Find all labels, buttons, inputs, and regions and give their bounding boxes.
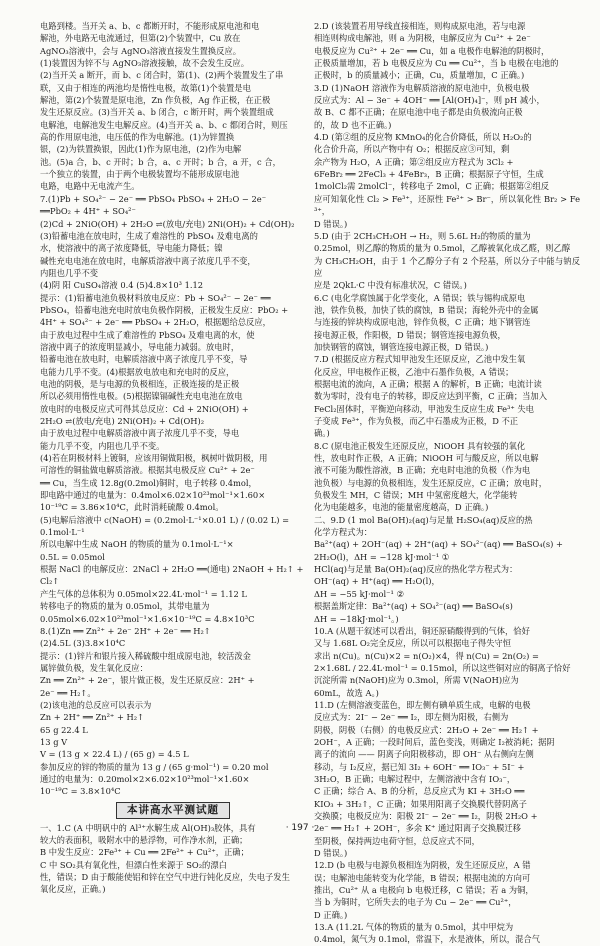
text-line: 13.A (11.2L 气体的物质的量为 0.5mol，其中甲烷为 bbox=[314, 922, 514, 933]
text-line: 0.05mol×6.02×10²³mol⁻¹×1.6×10⁻¹⁹C = 4.8×10³C bbox=[40, 613, 255, 624]
text-line: 1molCl₂需 2molCl⁻，转移电子 2mol，C 正确；根据第②组反 bbox=[314, 181, 550, 192]
text-line: 根据电流的流向，A 正确；根据 A 的解析，B 正确；电流计读 bbox=[314, 378, 542, 389]
text-line: 解池，第(2)个装置是原电池，Zn 作负极，Ag 作正极，在正极 bbox=[40, 95, 271, 106]
text-line: 可溶性的铜盐做电解质溶液。根据其电极反应 Cu²⁺ + 2e⁻ bbox=[40, 465, 255, 476]
text-line: 余产物为 H₂O，A 正确；第②组反应方程式为 3Cl₂ + bbox=[314, 156, 514, 167]
text-line: 化合价升高，所以产物中有 O₂；根据反应③可知，剩 bbox=[314, 144, 510, 155]
text-line: D 错误。) bbox=[314, 218, 348, 229]
text-line: 2.D (该装置若用导线直接相连，则构成原电池，若与电源 bbox=[314, 21, 526, 31]
text-line: 0.25mol，则乙醇的物质的量为 0.5mol，乙醇被氧化成乙醛，则乙醇 bbox=[314, 243, 571, 254]
text-line: 沉淀所需 n(NaOH)应为 0.3mol，所需 V(NaOH)应为 bbox=[314, 675, 519, 686]
text-line: V = (13 g × 22.4 L) / (65 g) = 4.5 L bbox=[40, 749, 189, 760]
text-line: 应是 2QkL·C 中没有标准状况，C 错误。) bbox=[314, 280, 467, 291]
text-line: 至阴极，保持两边电荷守恒，总反应式不同， bbox=[314, 835, 480, 846]
right-column bbox=[314, 20, 580, 946]
text-line: 65 g 22.4 L bbox=[40, 724, 88, 735]
text-line: 子变成 Fe³⁺，作为负极，而乙中石墨成为正极，D 不正 bbox=[314, 416, 519, 426]
text-line: 接电源正极，作阳极，D 错误；钢管连接电源负极， bbox=[314, 329, 506, 340]
text-line: 根据盖斯定律：Ba²⁺(aq) + SO₄²⁻(aq) ══ BaSO₄(s) bbox=[314, 601, 513, 612]
text-line: 所以电解中生成 NaOH 的物质的量为 0.1mol·L⁻¹× bbox=[40, 539, 234, 550]
text-line: 与连接的锌块构成原电池，锌作负极，C 正确；地下钢管连 bbox=[314, 317, 531, 328]
text-line: 氧化反应，正确。) bbox=[40, 884, 106, 895]
text-line: 2e⁻ ══ H₂↑。 bbox=[40, 687, 96, 698]
text-line: 电能力几乎不变。(4)根据放电放电和充电时的反应， bbox=[40, 366, 235, 377]
text-line: 产生气体的总体积为 0.05mol×22.4L·mol⁻¹ = 1.12 L bbox=[40, 588, 247, 599]
text-line: 求出 n(Cu)。n(Cu)×2 = n(O₂)×4，得 n(Cu) = 2n(O₂) = bbox=[314, 650, 539, 661]
text-line: ΔH = −18kJ·mol⁻¹。) bbox=[314, 613, 399, 624]
text-line: 化学方程式为： bbox=[314, 527, 373, 538]
text-line: 放电时的电极反应式可得其总反应：Cd + 2NiO(OH) + bbox=[40, 403, 249, 414]
text-line: 0.4mol，氮气为 0.1mol，常温下，水是液体，所以，混合气 bbox=[314, 934, 540, 945]
text-line: 阴极，阴极（右侧）的电极反应式：2H₂O + 2e⁻ ══ H₂↑ + bbox=[314, 724, 539, 735]
text-line: 误；电解池电能转变为化学能，B 错误；根据电流的方向可 bbox=[314, 872, 531, 883]
text-line: 5.D (由于 2CH₃CH₂OH → H₂，则 5.6L H₂的物质的量为 bbox=[314, 230, 531, 241]
text-line: 参加反应的锌的物质的量为 13 g / (65 g·mol⁻¹) = 0.20 mol bbox=[40, 761, 269, 772]
text-line: 即电路中通过的电量为：0.4mol×6.02×10²³mol⁻¹×1.60× bbox=[40, 490, 266, 501]
text-line: 转移电子的物质的量为 0.05mol，其带电量为 bbox=[40, 601, 210, 612]
text-line: 根据 NaCl 的电解反应：2NaCl + 2H₂O ══(通电) 2NaOH + H₂↑ + bbox=[40, 564, 304, 575]
text-line: FeCl₂固体时，平衡逆向移动，甲池发生反应生成 Fe³⁺ 失电 bbox=[314, 403, 534, 414]
text-line: 0.1mol·L⁻¹ bbox=[40, 527, 85, 538]
text-line: 电路到楼。当开关 a、b、c 都断开时，不能形成原电池和电 bbox=[40, 21, 260, 31]
text-line: (2)该电池的总反应可以表示为 bbox=[40, 699, 152, 710]
text-line: (2)Cd + 2NiO(OH) + 2H₂O ⇌(放电/充电) 2Ni(OH)₂ + Cd(OH)₂ bbox=[40, 218, 295, 229]
text-line: 确。) bbox=[314, 428, 330, 439]
text-line: 10⁻¹⁹C = 3.86×10⁴C，此时消耗硫酸 0.4mol。 bbox=[40, 502, 224, 513]
text-line: 化为电能越多，电池的能量密度越高，D 正确。) bbox=[314, 502, 489, 513]
text-line: 故 B、C 都不正确；在原电池中电子都是由负极流向正极 bbox=[314, 107, 523, 118]
text-line: 离子的流向 —— 阴离子向阳极移动，即 OH⁻ 从右侧向左侧 bbox=[314, 749, 534, 760]
text-line: 由于放电过程中生成了难溶性的 PbSO₄ 及难电离的水，使 bbox=[40, 329, 255, 340]
text-line: 正极时，b 的质量减小；正确，Cu，质量增加，C 正确。) bbox=[314, 70, 525, 81]
page-number: · 197 · bbox=[285, 823, 315, 833]
text-line: (3)铅蓄电池在放电时，生成了难溶性的 PbSO₄ 及难电离的 bbox=[40, 230, 258, 241]
text-line: 数为零时，没有电子的转移，即反应达到平衡，C 正确；当加入 bbox=[314, 391, 548, 402]
text-line: (5)电解后溶液中 c(NaOH) = (0.2mol·L⁻¹×0.01 L) / (0.02 L) = bbox=[40, 514, 290, 525]
text-line: 移动，与 I₂反应，据已知 3I₂ + 6OH⁻ ══ IO₃⁻ + 5I⁻ + bbox=[314, 761, 525, 772]
text-line: 属锌做负极，发生氧化反应： bbox=[40, 662, 148, 673]
text-line: 6FeBr₂ ══ 2FeCl₃ + 4FeBr₃，B 正确；根据原子守恒，生成 bbox=[314, 169, 544, 180]
text-line: 碱性充电电池在放电时，电解质溶液中离子浓度几乎不变， bbox=[40, 255, 256, 266]
text-line: 2e⁻ ══ H₂↑ + 2OH⁻，多余 K⁺ 通过阳离子交换膜迁移 bbox=[314, 823, 521, 834]
text-line: (4)阴 阳 CuSO₄溶液 0.4 (5)4.8×10³ 1.12 bbox=[40, 280, 204, 291]
text-line: 当 b 为铜时，它所失去的电子为 Cu − 2e⁻ ══ Cu²⁺， bbox=[314, 897, 517, 908]
text-line: 7.(1)Pb + SO₄²⁻ − 2e⁻ ══ PbSO₄ PbSO₄ + 2H₂O − 2e⁻ bbox=[40, 193, 267, 204]
text-line: 0.5L = 0.05mol bbox=[40, 551, 105, 562]
text-line: 通过的电量为：0.20mol×2×6.02×10²³mol⁻¹×1.60× bbox=[40, 773, 250, 784]
text-line: 电池的阴极，是与电源的负极相连，正极连接的是正极 bbox=[40, 378, 240, 389]
text-line: 应可知氧化性 Cl₂ > Fe³⁺，还原性 Fe²⁺ > Br⁻，所以氧化性 Br₂ > Fe³⁺， bbox=[314, 193, 580, 217]
text-line: 4H⁺ + SO₄²⁻ + 2e⁻ ══ PbSO₄ + 2H₂O，根据题给总反应， bbox=[40, 317, 271, 328]
text-line: (1)装置因为锌不与 AgNO₃溶液接触，故不会发生反应。 bbox=[40, 58, 250, 69]
text-line: 内阻也几乎不变 bbox=[40, 267, 99, 278]
text-line: 的，故 D 也不正确。) bbox=[314, 119, 392, 130]
text-line: 反应式为：Al − 3e⁻ + 4OH⁻ ══ [Al(OH)₄]⁻，则 pH 减小， bbox=[314, 95, 545, 106]
text-line: 所以必须用惰性电极。(5)根据镍镉碱性充电电池在放电 bbox=[40, 391, 243, 402]
text-line: 反应式为：2I⁻ − 2e⁻ ══ I₂，即左侧为阳极，右侧为 bbox=[314, 712, 509, 723]
left-answer-text bbox=[40, 20, 306, 798]
text-line: 液不可能为酸性溶液，B 正确；充电时电池的负极（作为电 bbox=[314, 465, 531, 476]
text-line: KIO₃ + 3H₂↑，C 正确；如果用阳离子交换膜代替阴离子 bbox=[314, 798, 527, 809]
text-line: (2)4.5L (3)3.8×10⁴C bbox=[40, 638, 126, 649]
text-line: 铅蓄电池在放电时，电解质溶液中离子浓度几乎不变，导 bbox=[40, 354, 248, 365]
text-line: Ba²⁺(aq) + 2OH⁻(aq) + 2H⁺(aq) + SO₄²⁻(aq) ══ BaSO₄(s) + bbox=[314, 539, 563, 550]
text-line: OH⁻(aq) + H⁺(aq) ══ H₂O(l)， bbox=[314, 576, 440, 587]
text-line: 池负极）与电源的负极相连，发生还原反应，C 正确；放电时， bbox=[314, 477, 548, 488]
text-line: 能力几乎不变，内阻也几乎不变。 bbox=[40, 440, 165, 451]
text-line: 一、1.C (A 中明矾中的 Al³⁺水解生成 Al(OH)₃胶体，具有 bbox=[40, 822, 256, 833]
text-line: 一个独立的装置，由于两个电极装置均不能形成原电池 bbox=[40, 169, 240, 180]
text-line: 性，放电时作正极，A 正确；NiOOH 可与酸反应，所以电解 bbox=[314, 453, 539, 464]
text-line: Cl₂↑ bbox=[40, 576, 60, 587]
text-line: 8.(1)Zn ══ Zn²⁺ + 2e⁻ 2H⁺ + 2e⁻ ══ H₂↑ bbox=[40, 625, 211, 636]
left-column bbox=[40, 20, 306, 896]
text-line: 2OH⁻，A 正确；一段时间后，蓝色变浅，则确定 I₂被消耗；据阴 bbox=[314, 736, 555, 747]
text-line: 水，使溶液中的离子浓度降低，导电能力降低；镍 bbox=[40, 243, 223, 254]
text-line: 6.C (电化学腐蚀属于化学变化，A 错误；铁与锡构成原电 bbox=[314, 292, 526, 303]
text-line: 正极质量增加，若 b 电极反应为 Cu ══ Cu²⁺，当 b 电极在电池的 bbox=[314, 58, 559, 69]
text-line: 负极发生 MH，C 错误；MH 中氢密度越大，化学能转 bbox=[314, 490, 518, 501]
text-line: D 错误。) bbox=[314, 848, 348, 859]
text-line: 4.D (第②组的反应物 KMnO₄的化合价降低，所以 H₂O₂的 bbox=[314, 132, 532, 143]
text-line: 化反应，甲电极作正极，乙池中石墨作负极，A 错误； bbox=[314, 366, 514, 377]
text-line: 推出，Cu²⁺ 从 a 电极向 b 电极迁移，C 错误；若 a 为铜， bbox=[314, 885, 534, 896]
text-line: 又与 1.68L O₂完全反应，所以可以根据电子得失守恒 bbox=[314, 638, 512, 649]
text-line: 高的作用原电池，电压低的作为电解池。(1)为锌置换 bbox=[40, 132, 235, 143]
text-line: 电极反应为 Cu²⁺ + 2e⁻ ══ Cu，如 a 电极作电解池的阴极时， bbox=[314, 45, 550, 56]
text-line: AgNO₃溶液中，会与 AgNO₃溶液直接发生置换反应。 bbox=[40, 45, 242, 56]
text-line: 提示：(1)铅蓄电池负极材料放电反应：Pb + SO₄²⁻ − 2e⁻ ══ bbox=[40, 292, 271, 303]
text-line: 性，错误；D 由于酸能使铝和锌在空气中进行钝化反应，失电子发生 bbox=[40, 872, 290, 883]
text-line: 7.D (根据反应方程式知甲池发生还原反应，乙池中发生氧 bbox=[314, 354, 526, 365]
text-line: 溶液中离子的浓度明显减小，导电能力减弱。放电时， bbox=[40, 341, 240, 352]
text-line: 池，铁作负极，加快了铁的腐蚀，B 错误；海轮外壳中的金属 bbox=[314, 304, 539, 315]
text-line: 联，又由于相连的两池均是惰性电极，故第(1)个装置是电 bbox=[40, 82, 251, 93]
section-title-label: 本讲高水平测试题 bbox=[116, 802, 230, 819]
text-line: 60mL，故选 A。) bbox=[314, 687, 379, 698]
text-line: ══PbO₂ + 4H⁺ + SO₄²⁻ bbox=[40, 206, 136, 217]
text-line: 解池，外电路无电流通过，但第(2)个装置中，Cu 放在 bbox=[40, 33, 241, 44]
text-line: 8.C (原电池正极发生还原反应，NiOOH 具有较强的氧化 bbox=[314, 440, 526, 451]
text-line: 相连则构成电解池，则 a 为阴极，电解反应为 Cu²⁺ + 2e⁻ bbox=[314, 33, 531, 44]
text-line: PbSO₄，铅蓄电池充电时放电负极作阴极，正极发生反应：PbO₂ + bbox=[40, 304, 289, 315]
text-line: 10.A (从题干叙述可以看出，铜还原硝酸得到的气体，恰好 bbox=[314, 625, 530, 636]
text-line: 发生还原反应。(3)当开关 a、b 闭合，c 断开时，两个装置组成 bbox=[40, 107, 274, 118]
text-line: B 中发生反应：2Fe³⁺ + Cu ══ 2Fe²⁺ + Cu²⁺，正确； bbox=[40, 847, 249, 858]
text-line: 较大的表面积，吸附水中的悬浮物，可作净水剂，正确； bbox=[40, 835, 248, 845]
right-answer-text bbox=[314, 20, 580, 946]
text-line: 2H₂O(l)，ΔH = −128 kJ·mol⁻¹ ① bbox=[314, 551, 450, 562]
text-line: 由于放电过程中电解质溶液中离子浓度几乎不变，导电 bbox=[40, 428, 240, 439]
text-line: (2)当开关 a 断开，而 b、c 闭合时，第(1)、(2)两个装置发生了串 bbox=[40, 70, 284, 81]
text-line: 银，(2)为铁置换银，因此(1)作为原电池，(2)作为电解 bbox=[40, 144, 242, 155]
text-line: Zn ══ Zn²⁺ + 2e⁻，银片做正极，发生还原反应：2H⁺ + bbox=[40, 675, 255, 686]
text-line: 3.D (1)NaOH 溶液作为电解质溶液的原电池中，负极电极 bbox=[314, 82, 530, 93]
text-line: 2×1.68L / 22.4L·mol⁻¹ = 0.15mol，所以这些铜对应的铜离子恰好 bbox=[314, 662, 571, 673]
text-line: 加快钢管的腐蚀，钢管连接电源正极，D 错误。) bbox=[314, 341, 489, 352]
text-line: (4)若在阴极材料上镀铜，应该用铜做阳极，枫树叶做阴极，用 bbox=[40, 453, 268, 464]
text-line: 3H₂O，B 正确；电解过程中，左侧溶液中含有 IO₃⁻， bbox=[314, 773, 516, 784]
text-line: D 正确。) bbox=[314, 909, 348, 920]
text-line: 2H₂O ⇌(放电/充电) 2Ni(OH)₂ + Cd(OH)₂ bbox=[40, 416, 205, 426]
text-line: 为 CH₃CH₂OH，由于 1 个乙醇分子有 2 个羟基，所以分子中能与钠反应 bbox=[314, 255, 580, 278]
text-line: 提示：(1)锌片和银片接入稀硫酸中组成原电池，较活泼金 bbox=[40, 650, 251, 661]
text-line: C 中 SO₂具有氧化性，但漂白性来源于 SO₂的漂白 bbox=[40, 859, 227, 870]
text-line: 二、9.D (1 mol Ba(OH)₂(aq)与足量 H₂SO₄(aq)反应的热 bbox=[314, 514, 533, 525]
text-line: ΔH = −55 kJ·mol⁻¹ ② bbox=[314, 588, 404, 599]
text-line: 11.D (左侧溶液变蓝色，即左侧有碘单质生成，电解的电极 bbox=[314, 699, 531, 710]
text-line: 电路，电路中无电流产生。 bbox=[40, 181, 140, 192]
text-line: 12.D (b 电极与电源负极相连为阴极，发生还原反应，A 错 bbox=[314, 860, 531, 871]
text-line: 电解池，电解池发生电解反应。(4)当开关 a、b、c 都闭合时，则压 bbox=[40, 119, 288, 130]
text-line: ══ Cu，当生成 12.8g(0.2mol)铜时，电子转移 0.4mol， bbox=[40, 477, 257, 488]
text-line: C 正确；综合 A、B 的分析，总反应式为 KI + 3H₂O ══ bbox=[314, 786, 525, 797]
section-title bbox=[40, 802, 306, 819]
text-line: HCl(aq)与足量 Ba(OH)₂(aq)反应的热化学方程式为： bbox=[314, 564, 518, 575]
text-line: 交换膜；电极反应为：阳极 2I⁻ − 2e⁻ ══ I₂，阴极 2H₂O + bbox=[314, 811, 538, 821]
text-line: 13 g V bbox=[40, 736, 68, 747]
text-line: 池。(5)a 合，b、c 开时；b 合，a、c 开时；b 合，a 开，c 合， bbox=[40, 156, 281, 167]
text-line: Zn + 2H⁺ ══ Zn²⁺ + H₂↑ bbox=[40, 712, 145, 723]
text-line: 10⁻¹⁹C = 3.8×10⁴C bbox=[40, 786, 121, 797]
